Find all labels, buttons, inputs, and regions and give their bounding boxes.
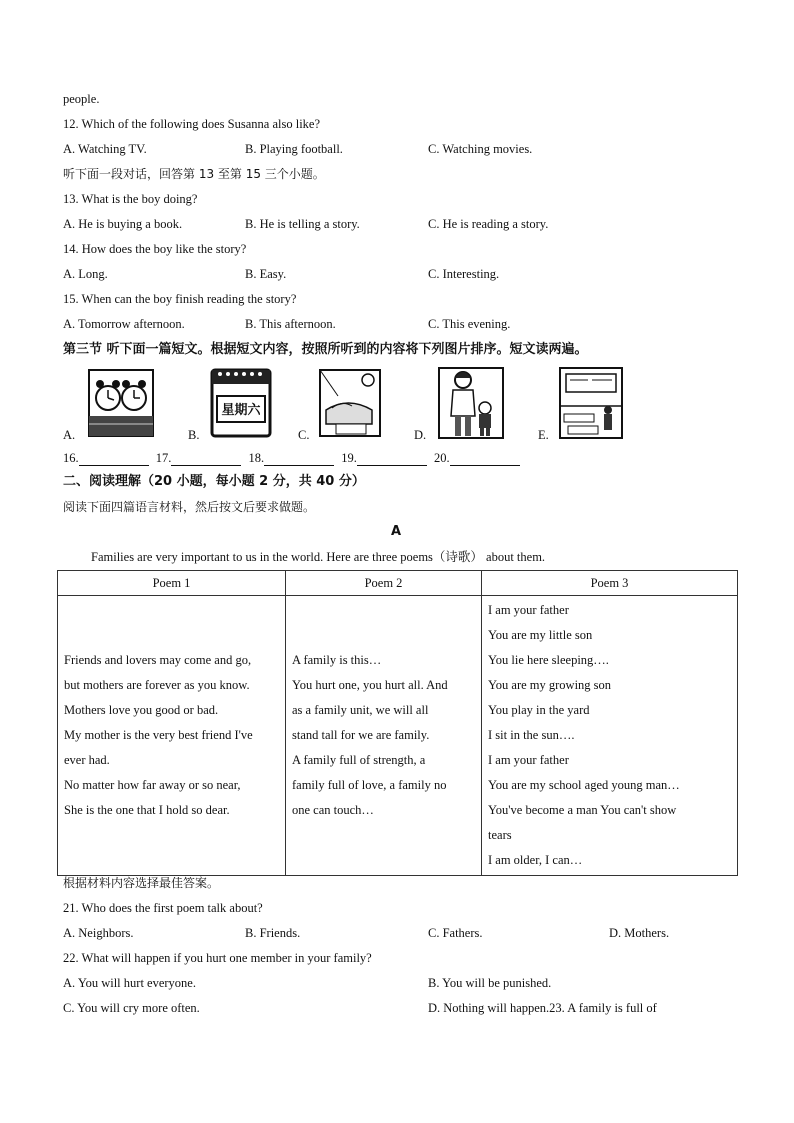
option-d[interactable]: D. Mothers.	[609, 926, 670, 940]
poem-line: Mothers love you good or bad.	[64, 703, 219, 717]
calendar-picture	[208, 366, 274, 440]
poem-line: tears	[488, 828, 512, 842]
question-21: 21. Who does the first poem talk about?	[63, 901, 263, 915]
option-b[interactable]: B. Friends.	[245, 926, 301, 940]
blank-label: 19.	[341, 451, 357, 465]
poems-table	[57, 570, 738, 876]
option-d[interactable]: D. Nothing will happen.23. A family is full of	[428, 1001, 657, 1015]
poem-line: She is the one that I hold so dear.	[64, 803, 230, 817]
question-15-options	[63, 316, 733, 332]
option-a[interactable]: A. Long.	[63, 267, 108, 281]
question-13-options	[63, 216, 733, 232]
poem-1-cell	[58, 596, 286, 876]
picture-label-e: E.	[538, 428, 549, 442]
poem-line: one can touch…	[292, 803, 374, 817]
poem-line: as a family unit, we will all	[292, 703, 429, 717]
answer-blanks	[63, 450, 524, 466]
bed-picture	[318, 366, 382, 440]
poem-line: I am your father	[488, 753, 569, 767]
poem-line: ever had.	[64, 753, 110, 767]
poem-line: You are my school aged young man…	[488, 778, 680, 792]
blank-label: 18.	[248, 451, 265, 465]
passage-label: A	[391, 524, 402, 539]
answer-blank-17[interactable]	[171, 453, 241, 466]
reading-instruction: 阅读下面四篇语言材料，然后按文后要求做题。	[63, 500, 316, 514]
option-a[interactable]: A. Watching TV.	[63, 142, 147, 156]
option-a[interactable]: A. He is buying a book.	[63, 217, 183, 231]
poem-line: but mothers are forever as you know.	[64, 678, 250, 692]
question-13: 13. What is the boy doing?	[63, 192, 198, 206]
classroom-picture	[558, 366, 624, 440]
option-b[interactable]: B. Playing football.	[245, 142, 343, 156]
blank-label: 20.	[434, 451, 450, 465]
question-14: 14. How does the boy like the story?	[63, 242, 247, 256]
question-12: 12. Which of the following does Susanna also like?	[63, 117, 321, 131]
choose-instruction: 根据材料内容选择最佳答案。	[63, 876, 220, 890]
question-12-options	[63, 141, 733, 157]
question-15: 15. When can the boy finish reading the story?	[63, 292, 297, 306]
poem-line: I sit in the sun….	[488, 728, 575, 742]
option-b[interactable]: B. You will be punished.	[428, 976, 552, 990]
poem-line: You lie here sleeping….	[488, 653, 609, 667]
poem-3-header: Poem 3	[482, 571, 738, 596]
option-c[interactable]: C. This evening.	[428, 317, 511, 331]
calendar-text: 星期六	[221, 403, 261, 418]
picture-label-d: D.	[414, 428, 427, 442]
poem-line: You've become a man You can't show	[488, 803, 677, 817]
poem-line: No matter how far away or so near,	[64, 778, 241, 792]
poem-line: You play in the yard	[488, 703, 590, 717]
blank-label: 17.	[155, 451, 172, 465]
passage-continuation: people.	[63, 92, 100, 106]
poem-2-header: Poem 2	[286, 571, 482, 596]
poem-line: stand tall for we are family.	[292, 728, 430, 742]
option-a[interactable]: A. Neighbors.	[63, 926, 134, 940]
passage-intro: Families are very important to us in the world. Here are three poems（诗歌） about them.	[91, 550, 546, 564]
option-a[interactable]: A. You will hurt everyone.	[63, 976, 196, 990]
poem-1-header: Poem 1	[58, 571, 286, 596]
answer-blank-19[interactable]	[357, 453, 427, 466]
poem-line: A family is this…	[292, 653, 382, 667]
picture-label-c: C.	[298, 428, 310, 442]
poem-3-cell	[482, 596, 738, 876]
blank-label: 16.	[63, 451, 79, 465]
listening-instruction: 听下面一段对话，回答第 13 至第 15 三个小题。	[63, 167, 325, 181]
option-b[interactable]: B. This afternoon.	[245, 317, 336, 331]
poem-line: You are my little son	[488, 628, 593, 642]
answer-blank-20[interactable]	[450, 453, 520, 466]
answer-blank-18[interactable]	[264, 453, 334, 466]
option-c[interactable]: C. Watching movies.	[428, 142, 533, 156]
question-22-options-row1	[63, 975, 733, 991]
poem-line: A family full of strength, a	[292, 753, 426, 767]
alarm-clocks-picture	[86, 366, 156, 440]
option-c[interactable]: C. Fathers.	[428, 926, 483, 940]
question-22: 22. What will happen if you hurt one member in your family?	[63, 951, 372, 965]
poem-3-text	[482, 596, 737, 875]
option-b[interactable]: B. Easy.	[245, 267, 287, 281]
poem-line: I am your father	[488, 603, 569, 617]
poem-line: You are my growing son	[488, 678, 612, 692]
mother-and-child-picture	[437, 366, 505, 440]
option-c[interactable]: C. He is reading a story.	[428, 217, 549, 231]
poem-2-text	[286, 646, 481, 825]
section-3-heading: 第三节 听下面一篇短文。根据短文内容，按照所听到的内容将下列图片排序。短文读两遍。	[63, 342, 588, 357]
picture-label-b: B.	[188, 428, 200, 442]
poem-line: My mother is the very best friend I've	[64, 728, 253, 742]
reading-section-heading: 二、阅读理解（20 小题，每小题 2 分，共 40 分）	[63, 474, 365, 489]
poem-line: Friends and lovers may come and go,	[64, 653, 252, 667]
option-c[interactable]: C. Interesting.	[428, 267, 500, 281]
option-b[interactable]: B. He is telling a story.	[245, 217, 360, 231]
poem-2-cell	[286, 596, 482, 876]
option-a[interactable]: A. Tomorrow afternoon.	[63, 317, 185, 331]
question-21-options	[63, 925, 733, 941]
poem-1-text	[58, 646, 285, 825]
poem-line: You hurt one, you hurt all. And	[292, 678, 448, 692]
question-14-options	[63, 266, 733, 282]
poem-line: family full of love, a family no	[292, 778, 447, 792]
answer-blank-16[interactable]	[79, 453, 149, 466]
poem-line: I am older, I can…	[488, 853, 583, 867]
question-22-options-row2	[63, 1000, 733, 1016]
picture-label-a: A.	[63, 428, 76, 442]
option-c[interactable]: C. You will cry more often.	[63, 1001, 200, 1015]
